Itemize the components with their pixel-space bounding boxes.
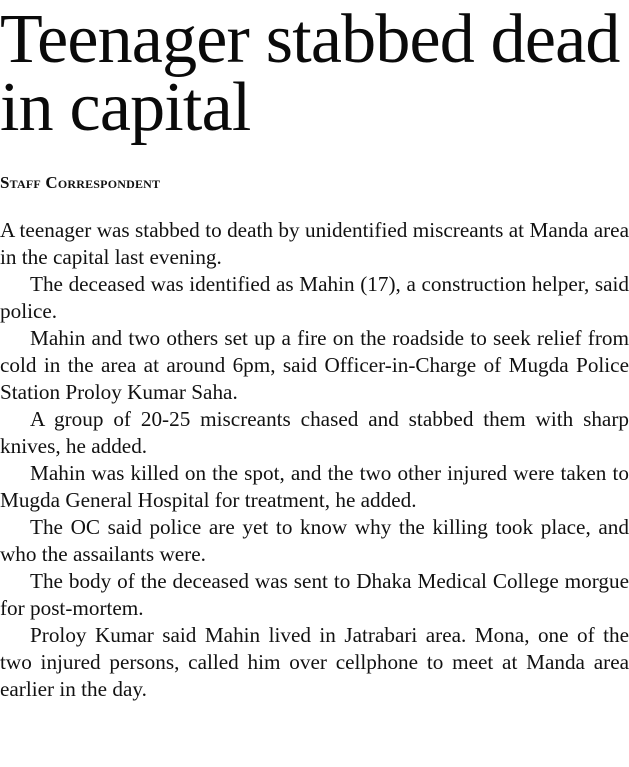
article-headline: Teenager stabbed dead in capital [0,1,620,146]
article-paragraph: A teenager was stabbed to death by unidentified miscreants at Manda area in the capital last evening. [0,218,629,269]
article-paragraph: The deceased was identified as Mahin (17), a construction helper, said police. [0,272,629,323]
article-paragraph: The OC said police are yet to know why the killing took place, and who the assailants were. [0,515,629,566]
article-paragraph: A group of 20-25 miscreants chased and stabbed them with sharp knives, he added. [0,407,629,458]
article-byline: Staff Correspondent [0,173,161,192]
article-body [0,217,629,703]
article-paragraph: Proloy Kumar said Mahin lived in Jatrabari area. Mona, one of the two injured persons, called him over cellphone to meet at Manda area earlier in the day. [0,623,629,701]
article-paragraph: Mahin was killed on the spot, and the two other injured were taken to Mugda General Hospital for treatment, he added. [0,461,629,512]
article-paragraph: Mahin and two others set up a fire on the roadside to seek relief from cold in the area at around 6pm, said Officer-in-Charge of Mugda Police Station Proloy Kumar Saha. [0,326,629,404]
article-paragraph: The body of the deceased was sent to Dhaka Medical College morgue for post-mortem. [0,569,629,620]
